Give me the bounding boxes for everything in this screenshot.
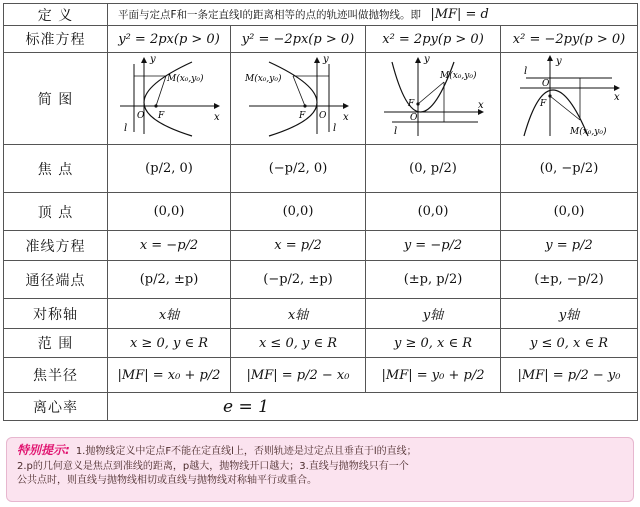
row-label: 离心率 (4, 393, 108, 421)
row-label: 定 义 (4, 4, 108, 26)
focus-label: F (540, 98, 547, 109)
directrix-label: l (394, 125, 398, 137)
tip-text-1: 1.抛物线定义中定点F不能在定直线l上，否则轨迹是过定点且垂直于l的直线； (75, 446, 417, 457)
focus-label: F (299, 110, 306, 121)
x-axis-label: x (614, 91, 620, 103)
row-vertex (4, 193, 638, 231)
x-axis-label: x (214, 111, 220, 123)
row-focus (4, 145, 638, 193)
properties-table (3, 3, 638, 421)
point-m-label: M(x₀,y₀) (167, 73, 204, 84)
vertex-2: (0,0) (231, 193, 366, 231)
y-axis-label: y (323, 53, 329, 65)
row-eccentricity (4, 393, 638, 421)
point-m-label: M(x₀,y₀) (570, 126, 607, 137)
graph-downward-opening (514, 54, 624, 140)
row-label: 焦 点 (4, 145, 108, 193)
range-3: y ≥ 0, x ∈ R (366, 329, 501, 358)
origin-label: O (319, 110, 327, 121)
directrix-label: l (124, 122, 128, 134)
row-label: 简 图 (4, 53, 108, 145)
row-label: 范 围 (4, 329, 108, 358)
standard-eq-4: x² = −2py(p > 0) (501, 26, 638, 53)
y-axis-label: y (424, 53, 430, 65)
row-label: 通径端点 (4, 261, 108, 299)
radius-2: |MF| = p/2 − x₀ (231, 358, 366, 393)
tip-text-2: 2.p的几何意义是焦点到准线的距离，p越大，抛物线开口越大；3.直线与抛物线只有一个 (17, 460, 409, 472)
row-definition (4, 4, 638, 26)
range-1: x ≥ 0, y ∈ R (108, 329, 231, 358)
graph-upward-opening (378, 54, 488, 140)
point-m-label: M(x₀,y₀) (440, 70, 477, 81)
row-label: 准线方程 (4, 231, 108, 261)
row-label: 对称轴 (4, 299, 108, 329)
radius-3: |MF| = y₀ + p/2 (366, 358, 501, 393)
standard-eq-3: x² = 2py(p > 0) (366, 26, 501, 53)
radius-4: |MF| = p/2 − y₀ (501, 358, 638, 393)
directrix-4: y = p/2 (501, 231, 638, 261)
row-latus-rectum (4, 261, 638, 299)
special-tip-box (6, 437, 634, 502)
directrix-label: l (333, 122, 337, 134)
graph-left-opening (243, 54, 353, 140)
vertex-1: (0,0) (108, 193, 231, 231)
directrix-3: y = −p/2 (366, 231, 501, 261)
directrix-label: l (524, 65, 528, 77)
range-4: y ≤ 0, x ∈ R (501, 329, 638, 358)
x-axis-label: x (343, 111, 349, 123)
directrix-2: x = p/2 (231, 231, 366, 261)
row-axis (4, 299, 638, 329)
origin-label: O (410, 112, 418, 123)
focus-label: F (158, 110, 165, 121)
parabola-summary-table (3, 3, 638, 421)
latus-2: (−p/2, ±p) (231, 261, 366, 299)
graph-cell-3 (366, 53, 501, 145)
latus-3: (±p, p/2) (366, 261, 501, 299)
tip-line-1 (17, 443, 623, 460)
definition-text: 平面与定点F和一条定直线l的距离相等的点的轨迹叫做抛物线。即 (118, 9, 421, 21)
origin-label: O (137, 110, 145, 121)
axis-2: x轴 (231, 299, 366, 329)
graph-cell-4 (501, 53, 638, 145)
eccentricity-value: e = 1 (108, 393, 638, 421)
focus-3: (0, p/2) (366, 145, 501, 193)
row-standard-equation (4, 26, 638, 53)
y-axis-label: y (556, 55, 562, 67)
axis-4: y轴 (501, 299, 638, 329)
latus-1: (p/2, ±p) (108, 261, 231, 299)
focus-4: (0, −p/2) (501, 145, 638, 193)
definition-formula: |MF| = d (430, 7, 489, 22)
graph-cell-2 (231, 53, 366, 145)
row-label: 焦半径 (4, 358, 108, 393)
range-2: x ≤ 0, y ∈ R (231, 329, 366, 358)
row-label: 标准方程 (4, 26, 108, 53)
row-focal-radius (4, 358, 638, 393)
vertex-4: (0,0) (501, 193, 638, 231)
axis-3: y轴 (366, 299, 501, 329)
latus-4: (±p, −p/2) (501, 261, 638, 299)
focus-2: (−p/2, 0) (231, 145, 366, 193)
graph-cell-1 (108, 53, 231, 145)
origin-label: O (542, 78, 550, 89)
focus-label: F (408, 98, 415, 109)
directrix-1: x = −p/2 (108, 231, 231, 261)
focus-1: (p/2, 0) (108, 145, 231, 193)
standard-eq-2: y² = −2px(p > 0) (231, 26, 366, 53)
row-label: 顶 点 (4, 193, 108, 231)
row-range (4, 329, 638, 358)
row-directrix (4, 231, 638, 261)
standard-eq-1: y² = 2px(p > 0) (108, 26, 231, 53)
graph-right-opening (114, 54, 224, 140)
radius-1: |MF| = x₀ + p/2 (108, 358, 231, 393)
x-axis-label: x (478, 99, 484, 111)
tip-label: 特别提示: (17, 443, 70, 457)
vertex-3: (0,0) (366, 193, 501, 231)
point-m-label: M(x₀,y₀) (245, 73, 282, 84)
definition-cell (108, 4, 638, 26)
y-axis-label: y (150, 53, 156, 65)
axis-1: x轴 (108, 299, 231, 329)
tip-text-3: 公共点时，则直线与抛物线相切或直线与抛物线对称轴平行或重合。 (17, 475, 317, 486)
row-graph (4, 53, 638, 145)
